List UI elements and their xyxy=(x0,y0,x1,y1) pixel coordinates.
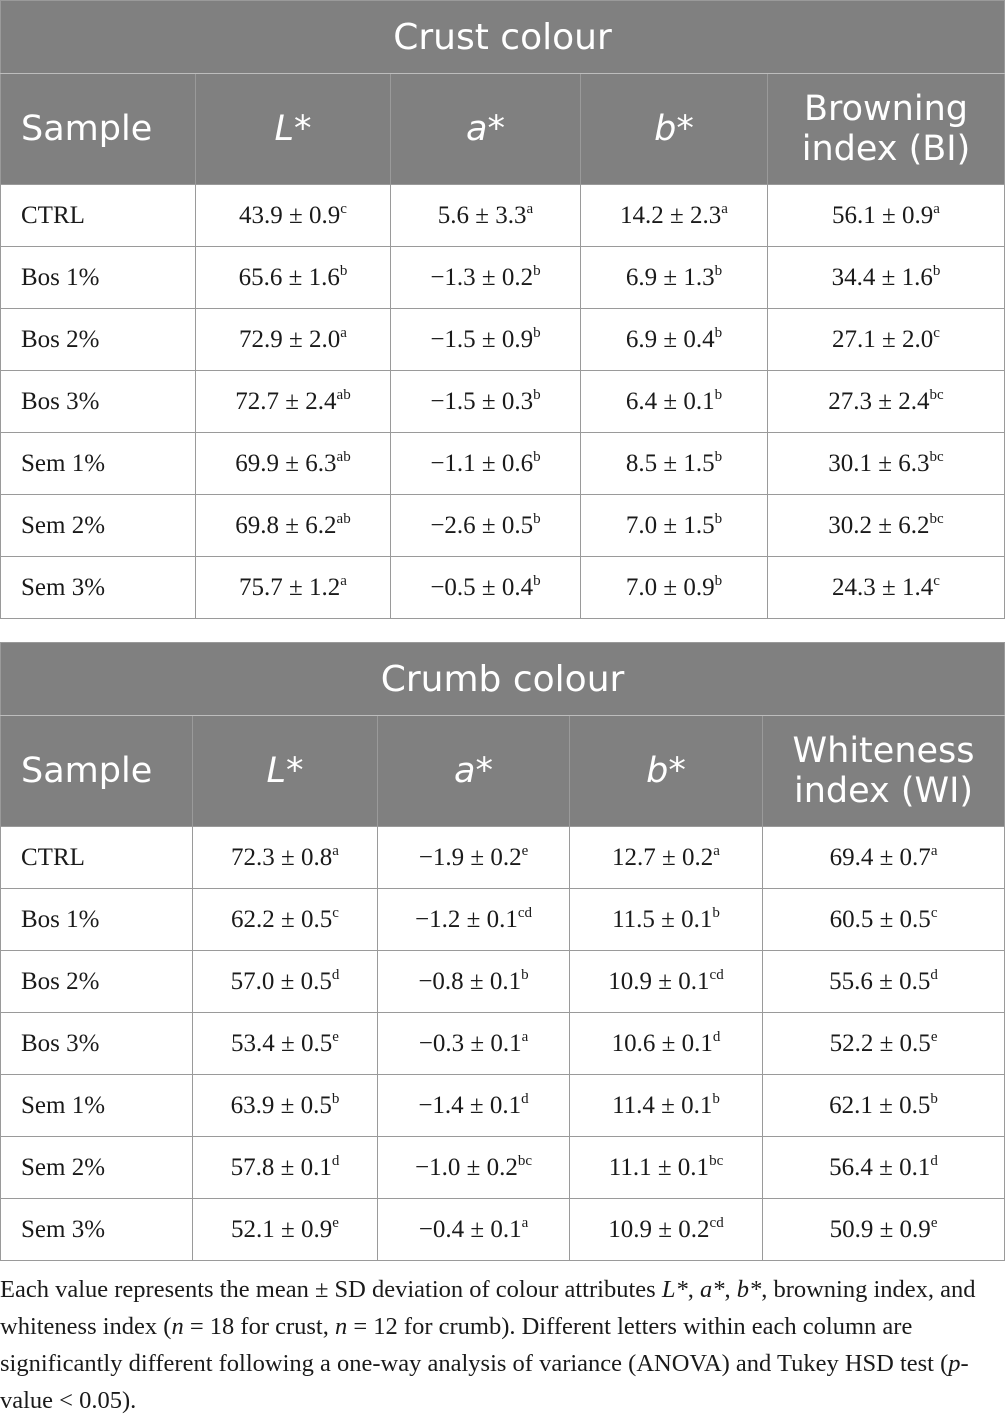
value-text: −2.6 ± 0.5 xyxy=(430,511,534,539)
value-text: 6.9 ± 1.3 xyxy=(625,263,715,291)
value-text: 69.4 ± 0.7 xyxy=(829,843,931,871)
table-footnote: Each value represents the mean ± SD deviation of colour attributes L*, a*, b*, browning index, and whiteness index (n = 18 for crust, n = 12 for crumb). Different letters within each column are significantly different following a one-way analysis of variance (ANOVA) and Tukey HSD test (p-value < 0.05). xyxy=(0,1276,976,1414)
crumb-value-cell-l xyxy=(193,1013,378,1075)
value-text: −1.5 ± 0.3 xyxy=(430,387,534,415)
crumb-sample-cell: Bos 2% xyxy=(1,951,193,1013)
crumb-sample-cell: Bos 1% xyxy=(1,889,193,951)
significance-letter: c xyxy=(933,324,940,341)
crumb-value-cell-a xyxy=(378,1013,570,1075)
crumb-header-l: L* xyxy=(193,716,378,827)
crumb-value-cell-a xyxy=(378,1075,570,1137)
significance-letter: b xyxy=(533,448,541,465)
crust-value-cell-b xyxy=(581,247,768,309)
value-text: 24.3 ± 1.4 xyxy=(832,573,934,601)
value-text: 56.1 ± 0.9 xyxy=(832,201,934,229)
significance-letter: a xyxy=(930,842,938,859)
value-text: −0.8 ± 0.1 xyxy=(418,967,522,995)
value-text: 10.9 ± 0.1 xyxy=(608,967,710,995)
crumb-header-b: b* xyxy=(570,716,763,827)
crust-value-cell-l xyxy=(196,247,391,309)
value-text: 60.5 ± 0.5 xyxy=(829,905,931,933)
crumb-value-cell-b xyxy=(570,951,763,1013)
crumb-value-cell-l xyxy=(193,1199,378,1261)
significance-letter: a xyxy=(526,200,534,217)
crumb-header-sample: Sample xyxy=(1,716,193,827)
crust-sample-cell: Sem 1% xyxy=(1,433,196,495)
significance-letter: ab xyxy=(336,510,351,527)
significance-letter: d xyxy=(521,1090,529,1107)
value-text: 57.8 ± 0.1 xyxy=(230,1153,332,1181)
significance-letter: b xyxy=(712,1090,720,1107)
table-row xyxy=(1,185,1005,247)
crust-value-cell-l xyxy=(196,371,391,433)
value-text: −1.4 ± 0.1 xyxy=(418,1091,522,1119)
significance-letter: bc xyxy=(929,386,944,403)
value-text: 62.2 ± 0.5 xyxy=(231,905,333,933)
crust-value-cell-idx xyxy=(768,309,1005,371)
crumb-value-cell-a xyxy=(378,889,570,951)
significance-letter: ab xyxy=(336,386,351,403)
crust-value-cell-a xyxy=(391,433,581,495)
crumb-value-cell-b xyxy=(570,1199,763,1261)
crumb-sample-cell: Sem 2% xyxy=(1,1137,193,1199)
value-text: 50.9 ± 0.9 xyxy=(829,1215,931,1243)
value-text: 6.9 ± 0.4 xyxy=(625,325,715,353)
value-text: 27.3 ± 2.4 xyxy=(828,387,930,415)
table-row xyxy=(1,247,1005,309)
crumb-value-cell-a xyxy=(378,1199,570,1261)
table-row xyxy=(1,433,1005,495)
table-row xyxy=(1,557,1005,619)
crust-value-cell-a xyxy=(391,495,581,557)
crumb-value-cell-idx xyxy=(763,1137,1005,1199)
value-text: 6.4 ± 0.1 xyxy=(625,387,715,415)
significance-letter: c xyxy=(332,904,339,921)
crust-colour-table xyxy=(0,0,1005,619)
value-text: 56.4 ± 0.1 xyxy=(829,1153,931,1181)
significance-letter: b xyxy=(533,510,541,527)
table-row xyxy=(1,1075,1005,1137)
crumb-header-whiteness-index: Whiteness index (WI) xyxy=(763,716,1005,827)
value-text: −1.1 ± 0.6 xyxy=(430,449,534,477)
crust-value-cell-l xyxy=(196,557,391,619)
significance-letter: a xyxy=(713,842,720,859)
value-text: 12.7 ± 0.2 xyxy=(612,843,714,871)
significance-letter: e xyxy=(521,842,529,859)
crust-value-cell-b xyxy=(581,495,768,557)
value-text: −1.5 ± 0.9 xyxy=(430,325,534,353)
crumb-sample-cell: CTRL xyxy=(1,827,193,889)
significance-letter: a xyxy=(340,324,347,341)
significance-letter: b xyxy=(533,572,541,589)
crust-value-cell-idx xyxy=(768,185,1005,247)
crumb-value-cell-a xyxy=(378,951,570,1013)
crumb-value-cell-b xyxy=(570,1013,763,1075)
value-text: 7.0 ± 1.5 xyxy=(625,511,715,539)
crumb-value-cell-b xyxy=(570,1075,763,1137)
value-text: −1.0 ± 0.2 xyxy=(415,1153,518,1181)
table-row xyxy=(1,827,1005,889)
value-text: 10.9 ± 0.2 xyxy=(608,1215,710,1243)
significance-letter: a xyxy=(521,1028,529,1045)
significance-letter: b xyxy=(533,262,541,279)
significance-letter: b xyxy=(714,324,723,341)
significance-letter: bc xyxy=(929,510,944,527)
value-text: 55.6 ± 0.5 xyxy=(829,967,931,995)
crust-value-cell-idx xyxy=(768,495,1005,557)
value-text: −1.9 ± 0.2 xyxy=(418,843,522,871)
crumb-table-title: Crumb colour xyxy=(1,643,1005,716)
crumb-value-cell-idx xyxy=(763,951,1005,1013)
crumb-header-a: a* xyxy=(378,716,570,827)
value-text: 14.2 ± 2.3 xyxy=(620,201,722,229)
significance-letter: cd xyxy=(709,966,724,983)
value-text: 53.4 ± 0.5 xyxy=(231,1029,333,1057)
crust-header-sample: Sample xyxy=(1,74,196,185)
significance-letter: b xyxy=(932,262,941,279)
table-row xyxy=(1,1199,1005,1261)
value-text: 52.1 ± 0.9 xyxy=(231,1215,333,1243)
value-text: 34.4 ± 1.6 xyxy=(831,263,933,291)
crust-value-cell-a xyxy=(391,371,581,433)
value-text: 57.0 ± 0.5 xyxy=(230,967,332,995)
value-text: 10.6 ± 0.1 xyxy=(611,1029,713,1057)
crust-sample-cell: Sem 3% xyxy=(1,557,196,619)
crumb-value-cell-b xyxy=(570,827,763,889)
value-text: 69.8 ± 6.2 xyxy=(235,511,337,539)
significance-letter: b xyxy=(714,448,723,465)
significance-letter: e xyxy=(930,1214,938,1231)
table-row xyxy=(1,495,1005,557)
crumb-value-cell-l xyxy=(193,951,378,1013)
crust-value-cell-a xyxy=(391,309,581,371)
significance-letter: b xyxy=(714,572,723,589)
crumb-value-cell-l xyxy=(193,1137,378,1199)
crust-sample-cell: CTRL xyxy=(1,185,196,247)
crust-value-cell-b xyxy=(581,371,768,433)
value-text: 27.1 ± 2.0 xyxy=(832,325,934,353)
significance-letter: c xyxy=(933,572,940,589)
crust-table-title: Crust colour xyxy=(1,1,1005,74)
significance-letter: e xyxy=(332,1028,339,1045)
value-text: 72.9 ± 2.0 xyxy=(239,325,341,353)
crumb-value-cell-l xyxy=(193,827,378,889)
crust-value-cell-a xyxy=(391,185,581,247)
significance-letter: b xyxy=(714,510,723,527)
crust-sample-cell: Bos 2% xyxy=(1,309,196,371)
significance-letter: a xyxy=(721,200,728,217)
crust-value-cell-idx xyxy=(768,433,1005,495)
significance-letter: b xyxy=(533,324,541,341)
significance-letter: b xyxy=(714,262,723,279)
significance-letter: d xyxy=(712,1028,721,1045)
significance-letter: ab xyxy=(336,448,351,465)
crust-value-cell-b xyxy=(581,309,768,371)
crust-value-cell-l xyxy=(196,433,391,495)
significance-letter: d xyxy=(930,1152,938,1169)
crust-sample-cell: Bos 3% xyxy=(1,371,196,433)
value-text: 65.6 ± 1.6 xyxy=(238,263,340,291)
table-row xyxy=(1,889,1005,951)
crust-value-cell-b xyxy=(581,433,768,495)
value-text: 52.2 ± 0.5 xyxy=(829,1029,931,1057)
value-text: −1.3 ± 0.2 xyxy=(430,263,534,291)
crumb-sample-cell: Sem 3% xyxy=(1,1199,193,1261)
value-text: 72.7 ± 2.4 xyxy=(235,387,337,415)
value-text: 5.6 ± 3.3 xyxy=(437,201,527,229)
significance-letter: b xyxy=(714,386,723,403)
crust-header-b: b* xyxy=(581,74,768,185)
value-text: −0.5 ± 0.4 xyxy=(430,573,534,601)
value-text: 72.3 ± 0.8 xyxy=(231,843,333,871)
crust-value-cell-idx xyxy=(768,371,1005,433)
crust-sample-cell: Bos 1% xyxy=(1,247,196,309)
value-text: 69.9 ± 6.3 xyxy=(235,449,337,477)
crust-header-browning-index: Browning index (BI) xyxy=(768,74,1005,185)
table-row xyxy=(1,371,1005,433)
value-text: 11.1 ± 0.1 xyxy=(608,1153,710,1181)
crust-value-cell-b xyxy=(581,557,768,619)
significance-letter: d xyxy=(930,966,938,983)
crumb-value-cell-l xyxy=(193,889,378,951)
significance-letter: b xyxy=(331,1090,340,1107)
crumb-value-cell-idx xyxy=(763,1013,1005,1075)
value-text: 30.2 ± 6.2 xyxy=(828,511,930,539)
significance-letter: a xyxy=(340,572,347,589)
significance-letter: a xyxy=(332,842,339,859)
significance-letter: a xyxy=(521,1214,529,1231)
crust-value-cell-idx xyxy=(768,247,1005,309)
value-text: 7.0 ± 0.9 xyxy=(625,573,715,601)
crust-value-cell-b xyxy=(581,185,768,247)
crumb-value-cell-l xyxy=(193,1075,378,1137)
crust-header-a: a* xyxy=(391,74,581,185)
significance-letter: b xyxy=(930,1090,938,1107)
significance-letter: d xyxy=(331,1152,340,1169)
significance-letter: cd xyxy=(517,904,532,921)
value-text: 62.1 ± 0.5 xyxy=(829,1091,931,1119)
significance-letter: cd xyxy=(709,1214,724,1231)
significance-letter: b xyxy=(521,966,529,983)
table-row xyxy=(1,951,1005,1013)
significance-letter: bc xyxy=(929,448,944,465)
crust-value-cell-a xyxy=(391,247,581,309)
value-text: 11.4 ± 0.1 xyxy=(612,1091,713,1119)
table-row xyxy=(1,1013,1005,1075)
significance-letter: e xyxy=(930,1028,938,1045)
crumb-sample-cell: Bos 3% xyxy=(1,1013,193,1075)
table-row xyxy=(1,1137,1005,1199)
crumb-value-cell-idx xyxy=(763,889,1005,951)
crumb-value-cell-idx xyxy=(763,1199,1005,1261)
value-text: 43.9 ± 0.9 xyxy=(239,201,341,229)
value-text: 30.1 ± 6.3 xyxy=(828,449,930,477)
value-text: 75.7 ± 1.2 xyxy=(239,573,341,601)
table-row xyxy=(1,309,1005,371)
crumb-value-cell-a xyxy=(378,827,570,889)
crust-sample-cell: Sem 2% xyxy=(1,495,196,557)
crust-value-cell-l xyxy=(196,185,391,247)
significance-letter: d xyxy=(331,966,340,983)
significance-letter: b xyxy=(339,262,348,279)
crust-value-cell-l xyxy=(196,309,391,371)
significance-letter: b xyxy=(533,386,541,403)
significance-letter: c xyxy=(930,904,938,921)
value-text: −0.3 ± 0.1 xyxy=(418,1029,522,1057)
crust-value-cell-l xyxy=(196,495,391,557)
crumb-value-cell-b xyxy=(570,889,763,951)
value-text: −0.4 ± 0.1 xyxy=(418,1215,522,1243)
value-text: 63.9 ± 0.5 xyxy=(230,1091,332,1119)
significance-letter: e xyxy=(332,1214,339,1231)
crust-header-l: L* xyxy=(196,74,391,185)
crumb-value-cell-idx xyxy=(763,827,1005,889)
crust-value-cell-a xyxy=(391,557,581,619)
value-text: 8.5 ± 1.5 xyxy=(625,449,715,477)
significance-letter: b xyxy=(712,904,720,921)
crumb-value-cell-idx xyxy=(763,1075,1005,1137)
value-text: −1.2 ± 0.1 xyxy=(415,905,518,933)
crumb-sample-cell: Sem 1% xyxy=(1,1075,193,1137)
crumb-value-cell-b xyxy=(570,1137,763,1199)
significance-letter: c xyxy=(340,200,347,217)
significance-letter: bc xyxy=(517,1152,532,1169)
significance-letter: bc xyxy=(709,1152,724,1169)
value-text: 11.5 ± 0.1 xyxy=(612,905,713,933)
significance-letter: a xyxy=(933,200,940,217)
crumb-value-cell-a xyxy=(378,1137,570,1199)
crumb-colour-table xyxy=(0,642,1005,1261)
crust-value-cell-idx xyxy=(768,557,1005,619)
